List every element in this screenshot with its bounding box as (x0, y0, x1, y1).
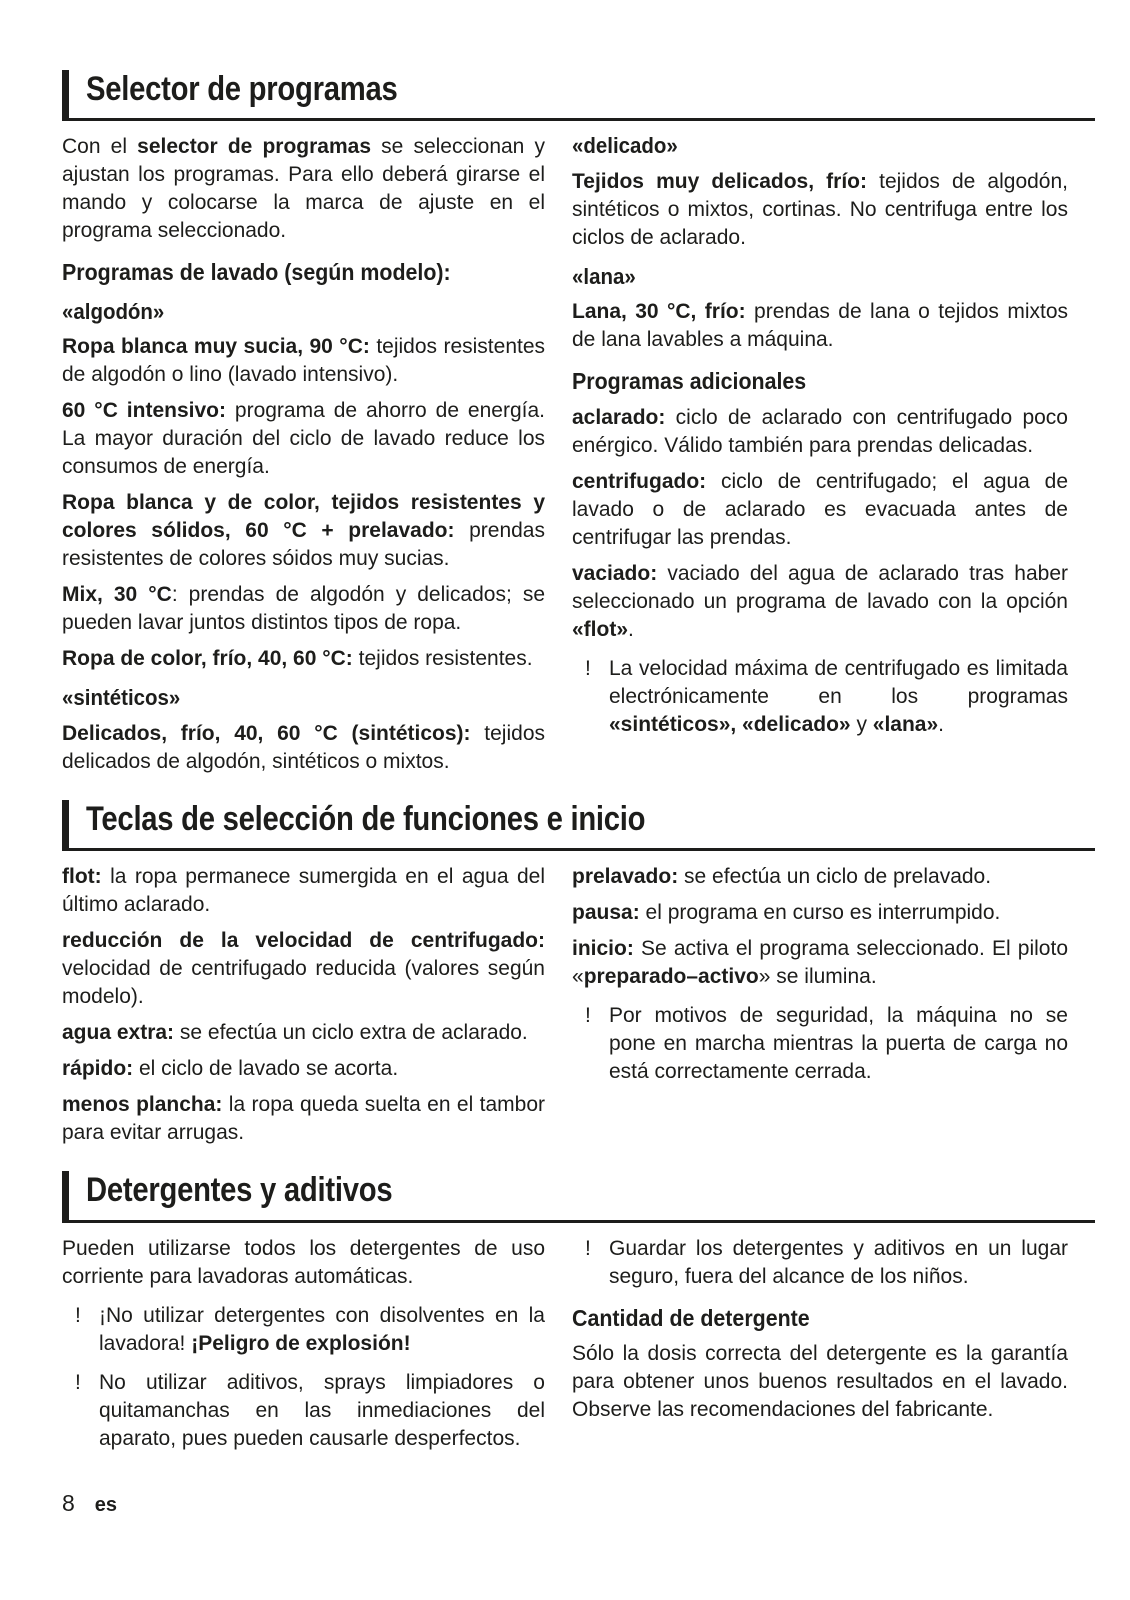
paragraph: inicio: Se activa el programa seleccionado. El piloto «preparado–activo» se ilumina. (572, 937, 1068, 989)
paragraph: vaciado: vaciado del agua de aclarado tras haber seleccionado un programa de lavado con la opción «flot». (572, 561, 1068, 641)
emphasis-text: Ropa de color, frío, 40, 60 °C: (62, 647, 353, 671)
emphasis-text: 60 °C intensivo: (62, 399, 226, 423)
section-header (62, 800, 1095, 851)
column-right (572, 863, 1068, 1147)
column-right (572, 1235, 1068, 1453)
section-teclas-de-seleccion (62, 800, 1095, 1147)
emphasis-text: ¡Peligro de explosión! (191, 1331, 411, 1355)
note-text: Por motivos de seguridad, la máquina no se pone en marcha mientras la puerta de carga no está correctamente cerrada. (609, 1004, 1068, 1084)
two-column-layout (62, 1235, 1095, 1453)
warning-note (585, 655, 1068, 739)
two-column-layout (62, 863, 1095, 1147)
warning-note (585, 1002, 1068, 1086)
exclamation-marker: ! (585, 1236, 591, 1260)
paragraph: Ropa blanca muy sucia, 90 °C: tejidos resistentes de algodón o lino (lavado intensivo). (62, 335, 546, 387)
section-header (62, 1171, 1095, 1222)
paragraph: rápido: el ciclo de lavado se acorta. (62, 1057, 399, 1081)
warning-note (75, 1369, 545, 1453)
emphasis-text: preparado–activo (583, 965, 759, 989)
section-detergentes-y-aditivos (62, 1171, 1095, 1452)
exclamation-marker: ! (75, 1303, 81, 1327)
paragraph: Sólo la dosis correcta del detergente es la garantía para obtener unos buenos resultados en el lavado. Observe las recomendaciones del fabricante. (572, 1342, 1068, 1422)
section-title: Selector de programas (86, 70, 398, 108)
paragraph: 60 °C intensivo: programa de ahorro de energía. La mayor duración del ciclo de lavado reduce los consumos de energía. (62, 399, 545, 479)
exclamation-marker: ! (75, 1370, 81, 1394)
program-name: «algodón» (62, 299, 165, 325)
subheading: Cantidad de detergente (572, 1304, 810, 1331)
emphasis-text: agua extra: (62, 1021, 175, 1045)
section-marker-bar (62, 800, 69, 848)
emphasis-text: reducción de la velocidad de centrifugado: (62, 929, 545, 953)
emphasis-text: «flot» (572, 617, 629, 641)
paragraph: Ropa blanca y de color, tejidos resistentes y colores sólidos, 60 °C + prelavado: prendas resistentes de colores sóidos muy sucias. (62, 491, 545, 571)
section-title: Teclas de selección de funciones e inicio (86, 799, 646, 838)
section-title: Detergentes y aditivos (86, 1171, 393, 1210)
paragraph: Delicados, frío, 40, 60 °C (sintéticos): tejidos delicados de algodón, sintéticos o mixtos. (62, 721, 545, 773)
emphasis-text: selector de programas (137, 135, 371, 159)
emphasis-text: flot: (62, 865, 102, 889)
emphasis-text: aclarado: (572, 405, 666, 429)
section-marker-bar (62, 1171, 69, 1219)
page-number: 8 (62, 1490, 75, 1516)
note-text: No utilizar aditivos, sprays limpiadores o quitamanchas en las inmediaciones del aparato, pues pueden causarle desperfectos. (99, 1370, 545, 1450)
two-column-layout (62, 133, 1095, 775)
section-selector-de-programas (62, 70, 1095, 776)
note-text: La velocidad máxima de centrifugado es limitada electrónicamente en los programas «sintéticos», «delicado» y «lana». (609, 656, 1068, 736)
subheading: Programas de lavado (según modelo): (62, 259, 451, 286)
exclamation-marker: ! (585, 1004, 591, 1028)
emphasis-text: prelavado: (572, 865, 679, 889)
paragraph: Con el selector de programas se seleccionan y ajustan los programas. Para ello deberá girarse el mando y colocarse la marca de ajuste en el programa seleccionado. (62, 135, 545, 243)
emphasis-text: Tejidos muy delicados, frío: (572, 169, 868, 193)
column-left (62, 1235, 545, 1453)
paragraph: flot: la ropa permanece sumergida en el agua del último aclarado. (62, 865, 545, 917)
subheading: Programas adicionales (572, 368, 807, 395)
paragraph: Ropa de color, frío, 40, 60 °C: tejidos resistentes. (62, 647, 533, 671)
program-name: «delicado» (572, 133, 678, 159)
paragraph: prelavado: se efectúa un ciclo de prelavado. (572, 865, 992, 889)
emphasis-text: Delicados, frío, 40, 60 °C (sintéticos): (62, 721, 471, 745)
emphasis-text: inicio: (572, 937, 634, 961)
emphasis-text: menos plancha: (62, 1093, 223, 1117)
paragraph: Mix, 30 °C: prendas de algodón y delicados; se pueden lavar juntos distintos tipos de ropa. (62, 583, 545, 635)
emphasis-text: centrifugado: (572, 469, 707, 493)
paragraph: centrifugado: ciclo de centrifugado; el agua de lavado o de aclarado es evacuada antes de centrifugar las prendas. (572, 469, 1068, 549)
emphasis-text: rápido: (62, 1057, 134, 1081)
emphasis-text: «sintéticos», «delicado» (609, 712, 851, 736)
paragraph: Lana, 30 °C, frío: prendas de lana o tejidos mixtos de lana lavables a máquina. (572, 300, 1069, 352)
section-marker-bar (62, 70, 69, 118)
warning-note (585, 1235, 1068, 1291)
paragraph: pausa: el programa en curso es interrumpido. (572, 901, 1001, 925)
paragraph: Tejidos muy delicados, frío: tejidos de algodón, sintéticos o mixtos, cortinas. No centrifuga entre los ciclos de aclarado. (572, 169, 1068, 249)
exclamation-marker: ! (585, 656, 591, 680)
section-header (62, 70, 1095, 121)
emphasis-text: Ropa blanca y de color, tejidos resistentes y colores sólidos, 60 °C + prelavado: (62, 491, 545, 543)
note-text: ¡No utilizar detergentes con disolventes en la lavadora! ¡Peligro de explosión! (99, 1303, 545, 1355)
emphasis-text: pausa: (572, 901, 640, 925)
emphasis-text: Lana, 30 °C, frío: (572, 300, 746, 324)
column-right (572, 133, 1068, 775)
emphasis-text: «lana» (872, 712, 939, 736)
language-code: es (94, 1494, 118, 1516)
emphasis-text: Ropa blanca muy sucia, 90 °C: (62, 335, 370, 359)
paragraph: reducción de la velocidad de centrifugado: velocidad de centrifugado reducida (valores según modelo). (62, 929, 545, 1009)
warning-note (75, 1302, 545, 1358)
paragraph: Pueden utilizarse todos los detergentes de uso corriente para lavadoras automáticas. (62, 1236, 545, 1288)
program-name: «lana» (572, 263, 636, 289)
page-footer (62, 1490, 117, 1517)
paragraph: agua extra: se efectúa un ciclo extra de aclarado. (62, 1021, 528, 1045)
paragraph: aclarado: ciclo de aclarado con centrifugado poco enérgico. Válido también para prendas delicadas. (572, 405, 1068, 457)
program-name: «sintéticos» (62, 685, 181, 711)
column-left (62, 133, 545, 775)
paragraph: menos plancha: la ropa queda suelta en el tambor para evitar arrugas. (62, 1093, 545, 1145)
column-left (62, 863, 545, 1147)
emphasis-text: Mix, 30 °C (62, 583, 172, 607)
note-text: Guardar los detergentes y aditivos en un lugar seguro, fuera del alcance de los niños. (609, 1236, 1068, 1288)
emphasis-text: vaciado: (572, 561, 658, 585)
